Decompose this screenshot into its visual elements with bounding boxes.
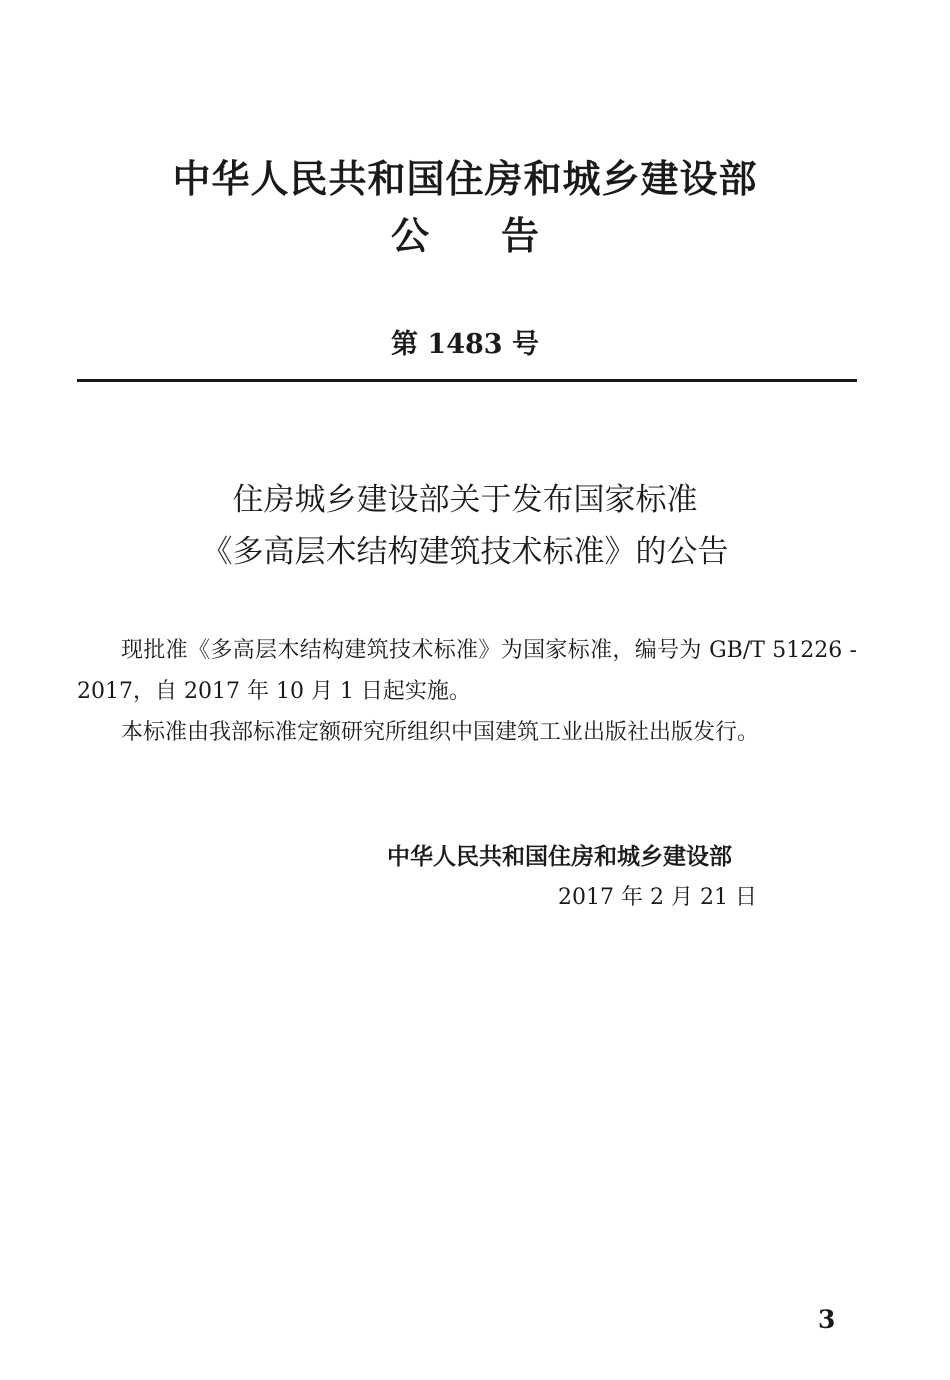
notice-title: 公告	[390, 214, 611, 258]
page-number: 3	[818, 1305, 836, 1334]
ministry-name: 中华人民共和国住房和城乡建设部	[172, 157, 758, 201]
body-paragraph-1: 现批准《多高层木结构建筑技术标准》为国家标准，编号为 GB/T 51226 - 2017，自 2017 年 10 月 1 日起实施。	[77, 638, 857, 704]
announcement-number: 第 1483 号	[391, 329, 539, 360]
signature-date: 2017 年 2 月 21 日	[558, 885, 757, 910]
signature-organization: 中华人民共和国住房和城乡建设部	[387, 844, 732, 870]
announcement-body	[77, 630, 857, 753]
announcement-subject	[0, 474, 930, 578]
horizontal-divider	[77, 379, 857, 382]
body-paragraph-2: 本标准由我部标准定额研究所组织中国建筑工业出版社出版发行。	[121, 720, 760, 745]
subject-line-2: 《多高层木结构建筑技术标准》的公告	[201, 534, 729, 570]
subject-line-1: 住房城乡建设部关于发布国家标准	[232, 482, 698, 518]
